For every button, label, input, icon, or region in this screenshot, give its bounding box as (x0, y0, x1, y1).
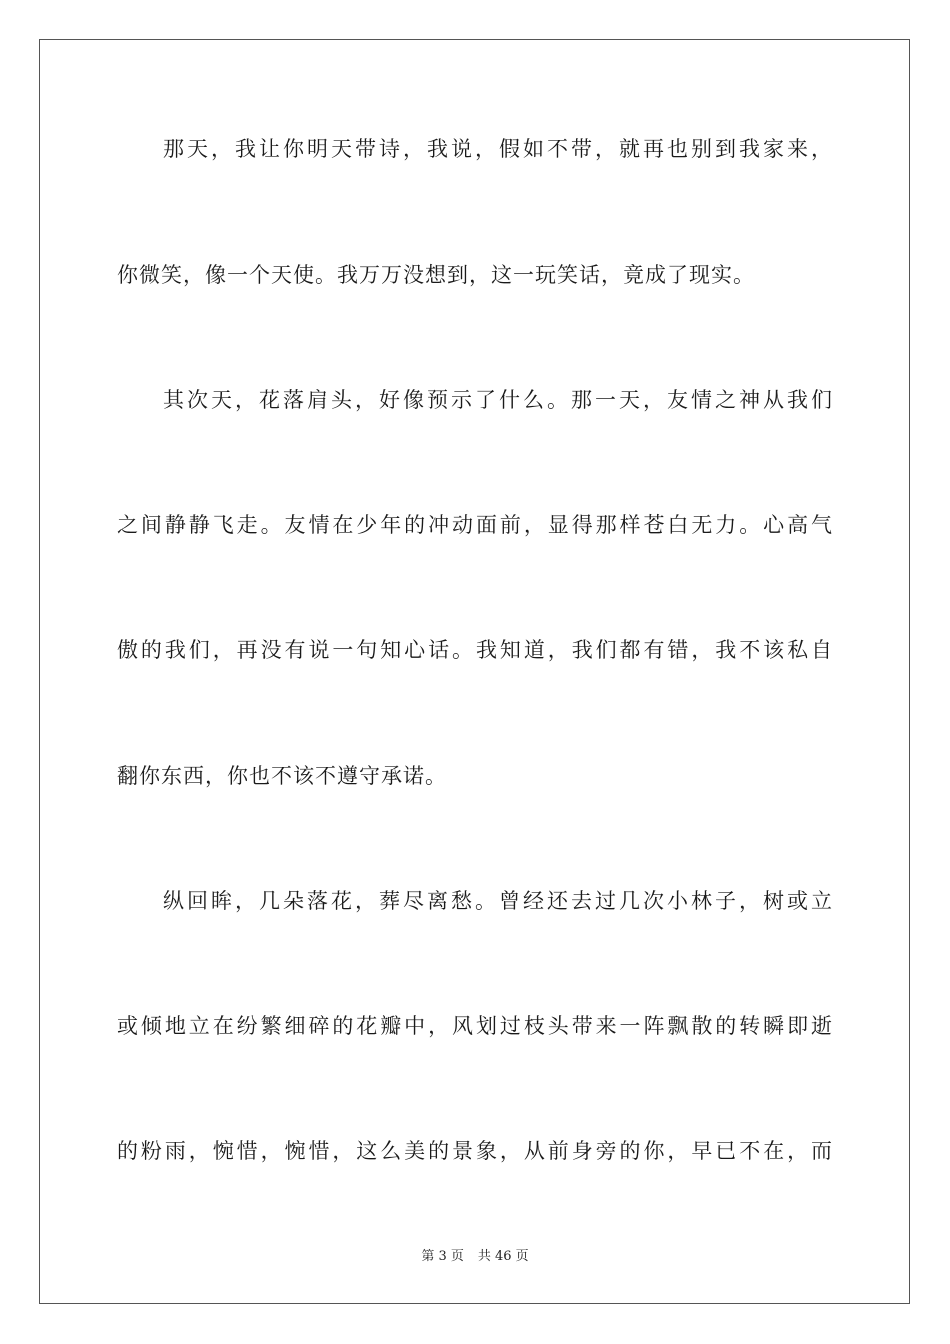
paragraph-2-line-2: 之间静静飞走。友情在少年的冲动面前，显得那样苍白无力。心高气 (117, 513, 833, 537)
paragraph-3-line-3: 的粉雨，惋惜，惋惜，这么美的景象，从前身旁的你，早已不在，而 (117, 1139, 833, 1163)
paragraph-3-line-2: 或倾地立在纷繁细碎的花瓣中，风划过枝头带来一阵飘散的转瞬即逝 (117, 1014, 833, 1038)
page-number: 第 3 页 (421, 1249, 464, 1264)
paragraph-1-line-1: 那天，我让你明天带诗，我说，假如不带，就再也别到我家来， (163, 137, 833, 161)
paragraph-2-line-4: 翻你东西，你也不该不遵守承诺。 (117, 764, 447, 788)
paragraph-1-line-2: 你微笑，像一个天使。我万万没想到，这一玩笑话，竟成了现实。 (117, 263, 755, 287)
paragraph-3-line-1: 纵回眸，几朵落花，葬尽离愁。曾经还去过几次小林子，树或立 (163, 889, 833, 913)
paragraph-2-line-1: 其次天，花落肩头，好像预示了什么。那一天，友情之神从我们 (163, 388, 833, 412)
total-pages: 共 46 页 (477, 1249, 529, 1264)
page-footer (0, 1247, 950, 1267)
page-border (39, 39, 910, 1304)
paragraph-2-line-3: 傲的我们，再没有说一句知心话。我知道，我们都有错，我不该私自 (117, 638, 833, 662)
